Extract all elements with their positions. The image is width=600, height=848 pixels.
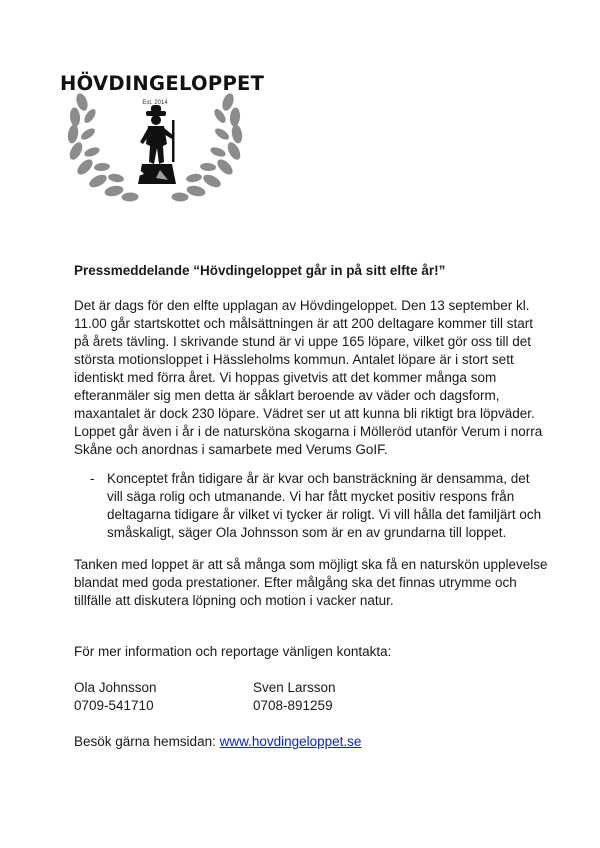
text-line: deltagarna tidigare år vilket vi tycker är roligt. Vi vill hålla det familjärt och (107, 507, 542, 522)
text-line: största motionsloppet i Hässleholms kommun. Antalet löpare är i stort sett (74, 352, 514, 367)
press-release-heading: Pressmeddelande “Hövdingeloppet går in på sitt elfte år!” (74, 263, 446, 278)
text-line: Konceptet från tidigare år är kvar och bansträckning är densamma, det (107, 471, 530, 486)
website-label: Besök gärna hemsidan: (74, 734, 220, 749)
contact-name: Sven Larsson (253, 680, 336, 695)
text-line: tillfälle att diskutera löpning och motion i vacker natur. (74, 593, 394, 608)
chief-statue-icon (138, 105, 176, 184)
text-line: på årets tävling. I skrivande stund är vi uppe 165 löpare, vilket gör oss till det (74, 334, 531, 349)
paragraph-idea (74, 556, 548, 610)
contact-phone: 0709-541710 (74, 698, 154, 713)
text-line: Tanken med loppet är att så många som möjligt ska få en naturskön upplevelse (74, 557, 548, 572)
text-line: 11.00 går startskottet och målsättningen är att 200 deltagare kommer till start (74, 316, 533, 331)
logo-established: Est. 2014 (142, 100, 168, 106)
text-line: efteranmäler sig men detta är såklart beroende av väder och dagsform, (74, 388, 500, 403)
paragraph-intro (74, 297, 542, 459)
text-line: blandat med goda prestationer. Efter målgång ska det finnas utrymme och (74, 575, 517, 590)
contact-intro: För mer information och reportage vänligen kontakta: (74, 644, 392, 659)
contact-name: Ola Johnsson (74, 680, 157, 695)
bullet-quote (107, 470, 541, 542)
bullet-marker: - (90, 471, 95, 486)
text-line: småskaligt, säger Ola Johnsson som är en av grundarna till loppet. (107, 525, 507, 540)
text-line: Loppet går även i år i de natursköna skogarna i Mölleröd utanför Verum i norra (74, 424, 543, 439)
contact-phone: 0708-891259 (253, 698, 333, 713)
text-line: Det är dags för den elfte upplagan av Hövdingeloppet. Den 13 september kl. (74, 298, 530, 313)
text-line: maxantalet är dock 230 löpare. Vädret ser ut att kunna bli riktigt bra löpväder. (74, 406, 535, 421)
text-line: identiskt med förra året. Vi hoppas givetvis att det kommer många som (74, 370, 497, 385)
text-line: vill säga rolig och utmanande. Vi har fått mycket positiv respons från (107, 489, 515, 504)
website-link[interactable]: www.hovdingeloppet.se (219, 734, 362, 749)
hovdingeloppet-logo (60, 64, 265, 214)
website-line (74, 733, 361, 751)
logo-title: HÖVDINGELOPPET (60, 72, 265, 95)
text-line: Skåne och anordnas i samarbete med Verums GoIF. (74, 442, 388, 457)
